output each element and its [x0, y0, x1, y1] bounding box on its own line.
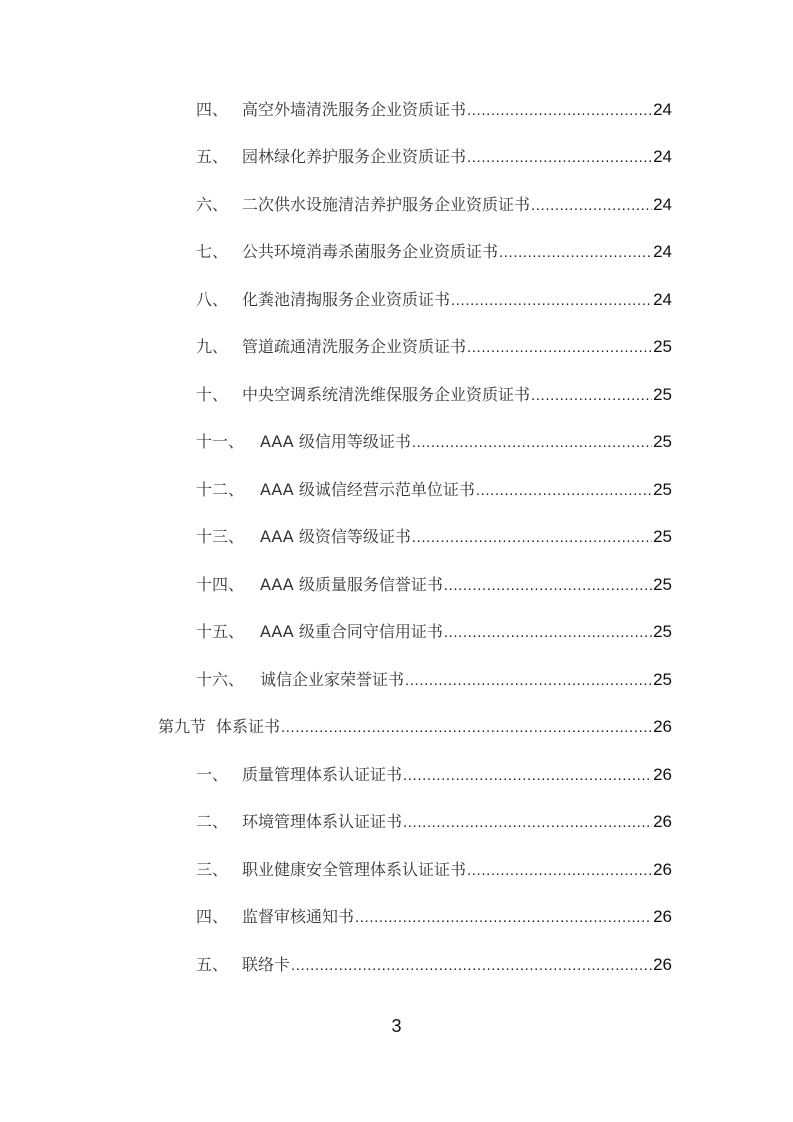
dot-leader — [291, 955, 652, 975]
toc-entry-title: AAA 级质量服务信誉证书 — [260, 575, 443, 594]
toc-entry[interactable] — [196, 428, 672, 452]
toc-entry[interactable] — [196, 761, 672, 785]
toc-entry-number: 十二、 — [196, 480, 245, 499]
toc-entry[interactable] — [196, 238, 672, 262]
toc-entry[interactable] — [196, 571, 672, 595]
toc-entry-number: 二、 — [196, 812, 229, 831]
toc-entry-title: 职业健康安全管理体系认证证书 — [242, 860, 467, 879]
dot-leader — [444, 575, 652, 595]
toc-entry-page: 26 — [653, 860, 672, 879]
toc-entry-page: 25 — [653, 480, 672, 499]
toc-entry-page: 25 — [653, 337, 672, 356]
toc-entry-title: 质量管理体系认证证书 — [242, 765, 403, 784]
toc-entry-number: 四、 — [196, 907, 229, 926]
dot-leader — [281, 717, 652, 737]
toc-entry-page: 24 — [653, 290, 672, 309]
dot-leader — [444, 622, 652, 642]
toc-entry-number: 五、 — [196, 147, 229, 166]
toc-entry-page: 24 — [653, 147, 672, 166]
toc-entry[interactable] — [196, 333, 672, 357]
toc-entry[interactable] — [196, 523, 672, 547]
page-number: 3 — [391, 1016, 402, 1036]
toc-entry[interactable] — [196, 951, 672, 975]
toc-section-title: 体系证书 — [216, 717, 281, 736]
toc-section-number: 第九节 — [158, 717, 207, 736]
toc-entry-title: AAA 级诚信经营示范单位证书 — [260, 480, 475, 499]
toc-entry-number: 八、 — [196, 290, 229, 309]
toc-entry-title: 化粪池清掏服务企业资质证书 — [242, 290, 451, 309]
toc-entry-page: 26 — [653, 717, 672, 736]
dot-leader — [476, 480, 652, 500]
toc-entry-number: 五、 — [196, 955, 229, 974]
toc-entry[interactable] — [196, 903, 672, 927]
toc-entry[interactable] — [196, 476, 672, 500]
toc-entry-title: 联络卡 — [242, 955, 291, 974]
dot-leader — [412, 527, 652, 547]
toc-entry-number: 三、 — [196, 860, 229, 879]
toc-entry-number: 十一、 — [196, 432, 245, 451]
toc-entry-page: 24 — [653, 242, 672, 261]
toc-entry[interactable] — [196, 856, 672, 880]
toc-entry[interactable] — [196, 808, 672, 832]
toc-entry[interactable] — [196, 381, 672, 405]
dot-leader — [531, 195, 652, 215]
toc-entry-page: 25 — [653, 385, 672, 404]
dot-leader — [467, 147, 652, 167]
toc-entry[interactable] — [196, 286, 672, 310]
toc-entry-title: 管道疏通清洗服务企业资质证书 — [242, 337, 467, 356]
toc-entry-title: 诚信企业家荣誉证书 — [260, 670, 405, 689]
toc-entry[interactable] — [196, 618, 672, 642]
toc-entry-page: 25 — [653, 432, 672, 451]
toc-entry-page: 25 — [653, 622, 672, 641]
toc-entry-title: 公共环境消毒杀菌服务企业资质证书 — [242, 242, 499, 261]
toc-entry-number: 七、 — [196, 242, 229, 261]
dot-leader — [467, 860, 652, 880]
toc-entry-number: 四、 — [196, 100, 229, 119]
toc-entry-title: 中央空调系统清洗维保服务企业资质证书 — [242, 385, 531, 404]
toc-entry-number: 十四、 — [196, 575, 245, 594]
dot-leader — [451, 290, 652, 310]
dot-leader — [355, 907, 652, 927]
toc-section-entry[interactable] — [158, 713, 672, 737]
dot-leader — [467, 100, 652, 120]
toc-entry-title: AAA 级重合同守信用证书 — [260, 622, 443, 641]
dot-leader — [531, 385, 652, 405]
dot-leader — [467, 337, 652, 357]
toc-entry-title: AAA 级资信等级证书 — [260, 527, 411, 546]
toc-entry-title: 高空外墙清洗服务企业资质证书 — [242, 100, 467, 119]
toc-entry-page: 26 — [653, 955, 672, 974]
toc-entry[interactable] — [196, 191, 672, 215]
toc-entry-page: 24 — [653, 100, 672, 119]
toc-entry-number: 六、 — [196, 195, 229, 214]
toc-entry[interactable] — [196, 96, 672, 120]
dot-leader — [405, 670, 652, 690]
toc-entry-page: 24 — [653, 195, 672, 214]
toc-entry-title: 二次供水设施清洁养护服务企业资质证书 — [242, 195, 531, 214]
toc-entry-page: 25 — [653, 575, 672, 594]
toc-entry-page: 26 — [653, 907, 672, 926]
dot-leader — [403, 765, 652, 785]
toc-entry-number: 九、 — [196, 337, 229, 356]
toc-entry-title: 园林绿化养护服务企业资质证书 — [242, 147, 467, 166]
toc-entry[interactable] — [196, 143, 672, 167]
toc-entry-title: 监督审核通知书 — [242, 907, 355, 926]
dot-leader — [403, 812, 652, 832]
toc-entry-number: 十三、 — [196, 527, 245, 546]
toc-entry-title: 环境管理体系认证证书 — [242, 812, 403, 831]
toc-entry-number: 十五、 — [196, 622, 245, 641]
toc-entry-number: 十、 — [196, 385, 229, 404]
toc-entry-page: 26 — [653, 812, 672, 831]
toc-entry-title: AAA 级信用等级证书 — [260, 432, 411, 451]
dot-leader — [412, 432, 652, 452]
toc-entry-number: 十六、 — [196, 670, 245, 689]
toc-entry[interactable] — [196, 666, 672, 690]
dot-leader — [499, 242, 652, 262]
toc-entry-number: 一、 — [196, 765, 229, 784]
toc-entry-page: 25 — [653, 670, 672, 689]
toc-entry-page: 25 — [653, 527, 672, 546]
toc-entry-page: 26 — [653, 765, 672, 784]
